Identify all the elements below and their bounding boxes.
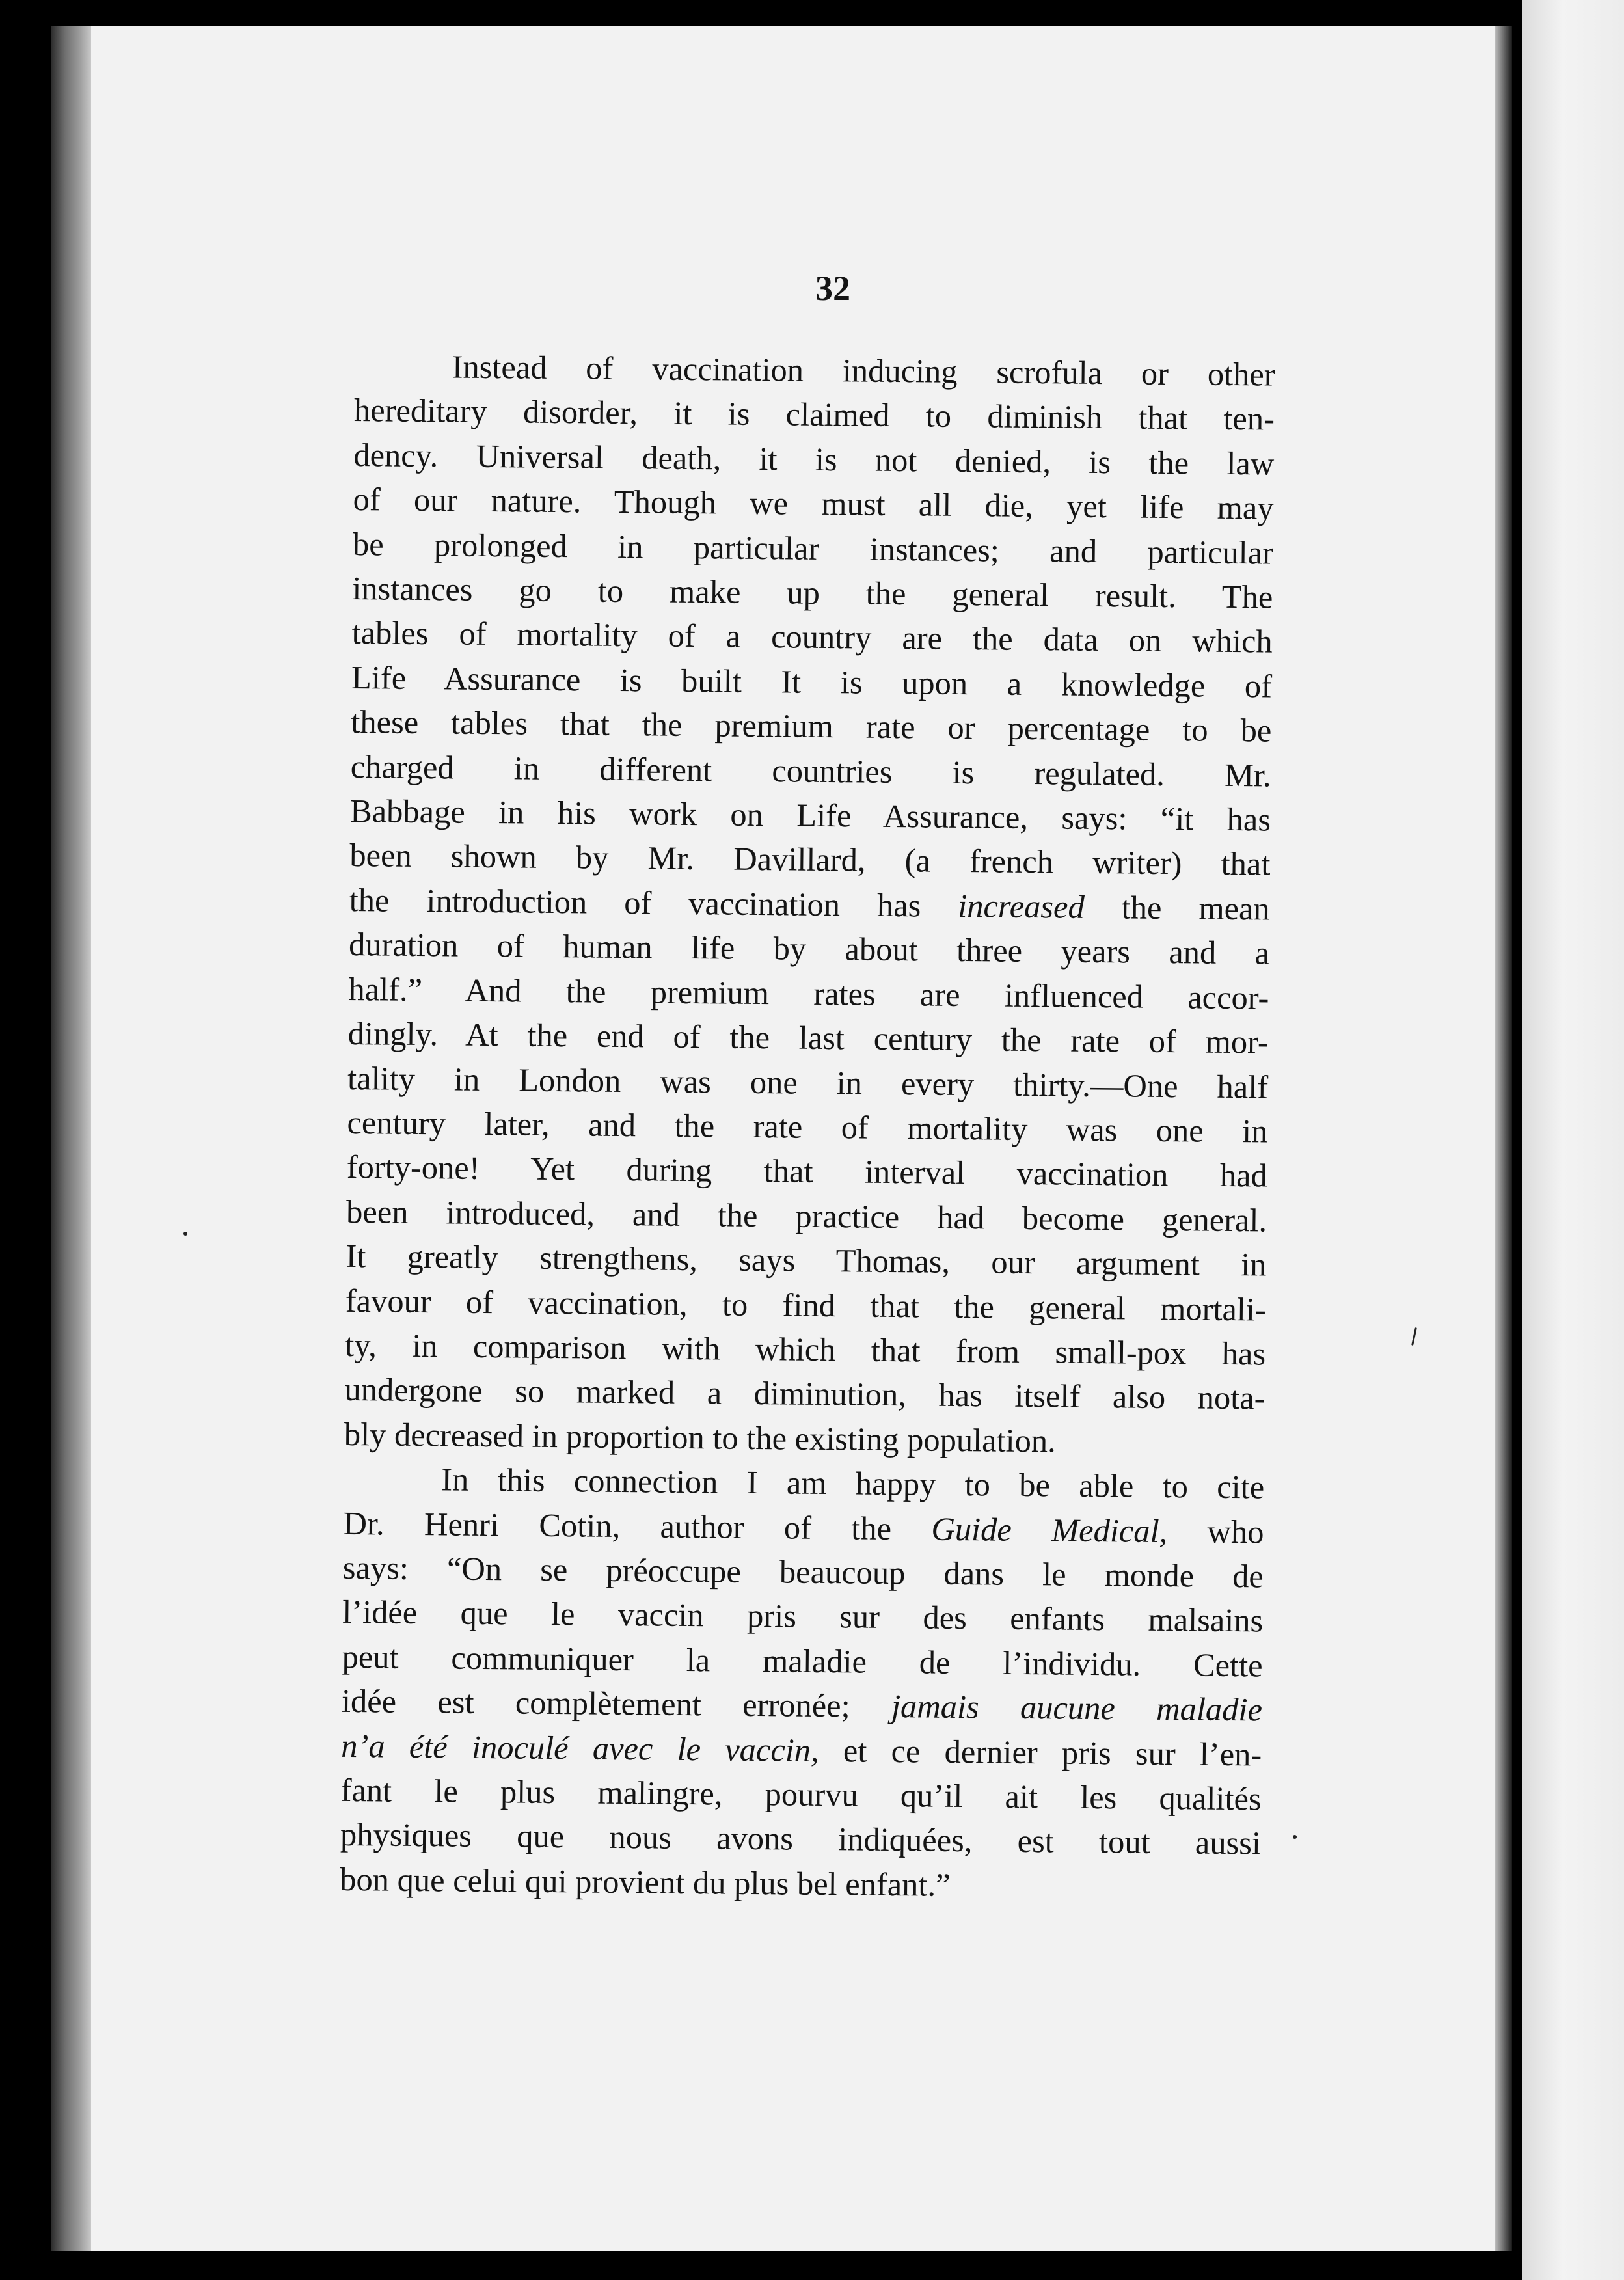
text-run: bly decreased in proportion to the existing population. bbox=[344, 1415, 1057, 1459]
text-run: physiques que nous avons indiquées, est tout aussi bbox=[340, 1816, 1262, 1862]
text-line bbox=[340, 1857, 1261, 1910]
text-run: century later, and the rate of mortality was one in bbox=[347, 1104, 1268, 1150]
adjacent-page-edge bbox=[1522, 0, 1624, 2280]
text-run: idée est complètement erronée; bbox=[341, 1683, 892, 1725]
text-run: undergone so marked a diminution, has itself also nota- bbox=[344, 1371, 1265, 1417]
text-run: the introduction of vaccination has bbox=[349, 881, 958, 924]
text-run: been shown by Mr. Davillard, (a french writer) that bbox=[349, 837, 1271, 883]
text-run: ty, in comparison with which that from small-pox has bbox=[344, 1326, 1266, 1372]
text-line bbox=[342, 1679, 1263, 1732]
text-run: dingly. At the end of the last century the rate of mor- bbox=[347, 1015, 1269, 1061]
italic-phrase: n’a été inoculé avec le vaccin, bbox=[341, 1727, 819, 1769]
text-run: dency. Universal death, it is not denied, is the law bbox=[353, 436, 1275, 482]
text-run: fant le plus malingre, pourvu qu’il ait les qualités bbox=[340, 1771, 1262, 1817]
text-run: who bbox=[1167, 1512, 1264, 1551]
text-run: Dr. Henri Cotin, author of the bbox=[343, 1504, 932, 1547]
text-run: says: “On se préoccupe beaucoup dans le monde de bbox=[342, 1549, 1264, 1595]
text-run: the mean bbox=[1084, 888, 1270, 927]
text-run: be prolonged in particular instances; and particular bbox=[352, 525, 1274, 571]
text-run: bon que celui qui provient du plus bel enfant.” bbox=[340, 1860, 951, 1903]
text-line bbox=[353, 477, 1274, 530]
text-run: It greatly strengthens, says Thomas, our argument in bbox=[345, 1238, 1267, 1283]
text-run: Life Assurance is built It is upon a knowledge of bbox=[351, 658, 1273, 705]
italic-phrase: increased bbox=[958, 887, 1085, 925]
scan-speck bbox=[1293, 1835, 1297, 1839]
book-spine-shadow bbox=[51, 26, 91, 2251]
italic-phrase: Guide Medical, bbox=[931, 1510, 1168, 1549]
body-text bbox=[340, 344, 1275, 1910]
text-run: charged in different countries is regulated. Mr. bbox=[350, 748, 1271, 794]
text-run: duration of human life by about three years and a bbox=[348, 926, 1270, 971]
text-line bbox=[345, 1234, 1267, 1287]
scan-speck bbox=[183, 1232, 187, 1236]
text-line bbox=[344, 1456, 1265, 1510]
text-line bbox=[351, 699, 1272, 753]
text-run: et ce dernier pris sur l’en- bbox=[819, 1731, 1262, 1773]
text-run: tables of mortality of a country are the data on which bbox=[351, 614, 1273, 660]
text-run: forty-one! Yet during that interval vaccination had bbox=[346, 1148, 1268, 1194]
text-run: tality in London was one in every thirty.—One half bbox=[347, 1059, 1269, 1106]
text-line bbox=[349, 922, 1270, 975]
text-line bbox=[347, 1145, 1268, 1198]
text-run: hereditary disorder, it is claimed to diminish that ten- bbox=[353, 392, 1275, 437]
page-edge-shadow bbox=[1495, 26, 1512, 2251]
text-run: Instead of vaccination inducing scrofula or other bbox=[452, 348, 1275, 393]
text-run: peut communiquer la maladie de l’individu. Cette bbox=[342, 1638, 1263, 1684]
text-run: these tables that the premium rate or percentage to be bbox=[351, 703, 1272, 749]
text-run: half.” And the premium rates are influenced accor- bbox=[348, 970, 1269, 1016]
text-run: been introduced, and the practice had become general. bbox=[345, 1193, 1267, 1239]
italic-phrase: jamais aucune maladie bbox=[891, 1688, 1263, 1728]
text-run: favour of vaccination, to find that the general mortali- bbox=[345, 1282, 1267, 1328]
text-run: In this connection I am happy to be able to cite bbox=[440, 1461, 1265, 1506]
page-number: 32 bbox=[815, 269, 850, 308]
text-run: instances go to make up the general result. The bbox=[352, 570, 1273, 616]
text-run: l’idée que le vaccin pris sur des enfants malsains bbox=[342, 1594, 1264, 1639]
text-line bbox=[347, 1011, 1269, 1065]
text-run: of our nature. Though we must all die, yet life may bbox=[353, 481, 1274, 526]
text-run: Babbage in his work on Life Assurance, says: “it has bbox=[349, 793, 1271, 838]
